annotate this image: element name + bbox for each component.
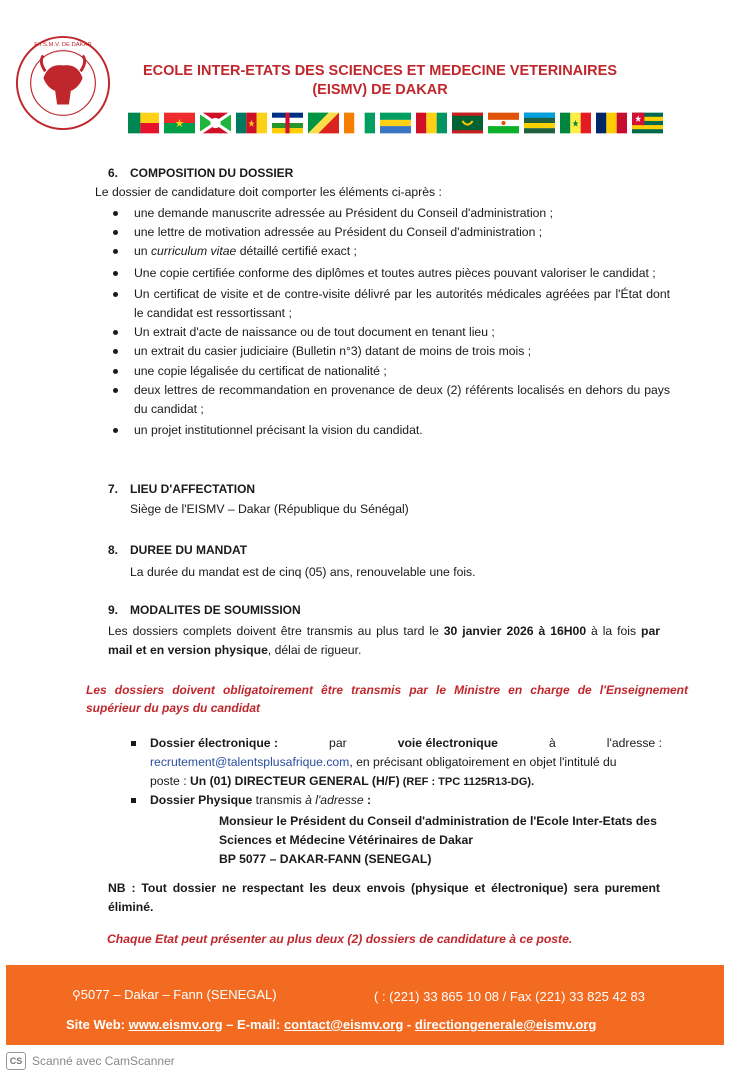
nb-note: NB : Tout dossier ne respectant les deux envois (physique et électronique) sera purement éliminé. [108, 881, 660, 914]
flag-mauritania [452, 112, 483, 134]
flag-guinea [416, 112, 447, 134]
logo-text: E.I.S.M.V. DE DAKAR [34, 41, 92, 48]
website-link[interactable]: www.eismv.org [128, 1017, 223, 1032]
list-item: Un extrait d'acte de naissance ou de tout document en tenant lieu ; [110, 323, 670, 342]
school-title-line2: (EISMV) DE DAKAR [312, 82, 448, 98]
flag-cameroon [236, 112, 267, 134]
physical-dossier: Dossier Physique transmis à l'adresse : [150, 793, 372, 807]
camscanner-icon: CS [6, 1052, 26, 1070]
section-6-intro: Le dossier de candidature doit comporter les éléments ci-après : [95, 185, 442, 199]
list-item: un projet institutionnel précisant la vision du candidat. [110, 421, 670, 440]
contact-email-link[interactable]: contact@eismv.org [283, 1017, 404, 1032]
footer-address: ⚲5077 – Dakar – Fann (SENEGAL) [72, 987, 277, 1002]
flag-central-african-republic [272, 112, 303, 134]
bullet-square [131, 798, 136, 803]
camscanner-watermark [6, 1052, 175, 1070]
school-title [120, 62, 640, 100]
list-item: Une copie certifiée conforme des diplômes et toutes autres pièces pouvant valoriser le candidat ; [110, 264, 670, 283]
section-6-heading [108, 166, 293, 180]
section-8-title: DUREE DU MANDAT [130, 543, 248, 557]
section-8-heading: 8. DUREE DU MANDAT [108, 543, 248, 557]
section-9-heading: 9. MODALITES DE SOUMISSION [108, 603, 301, 617]
flag-niger [488, 112, 519, 134]
closing-note: Chaque Etat peut présenter au plus deux (2) dossiers de candidature à ce poste. [107, 932, 573, 946]
bullet-square [131, 741, 136, 746]
footer-phone: ( : (221) 33 865 10 08 / Fax (221) 33 825 42 83 [374, 989, 646, 1004]
list-item: Un certificat de visite et de contre-visite délivré par les autorités médicales agréées par l'État dont le candidat est ressortissant ; [110, 285, 670, 323]
section-6-number: 6. [108, 166, 119, 180]
section-7-text: Siège de l'EISMV – Dakar (République du Sénégal) [130, 502, 409, 516]
list-item: deux lettres de recommandation en provenance de deux (2) référents localisés en dehors du pays du candidat ; [110, 381, 670, 419]
footer-contacts: Site Web: www.eismv.org – E-mail: contact@eismv.org - directiongenerale@eismv.org [66, 1017, 597, 1032]
list-item: un extrait du casier judiciaire (Bulletin n°3) datant de moins de trois mois ; [110, 342, 670, 361]
school-title-line1: ECOLE INTER-ETATS DES SCIENCES ET MEDECINE VETERINAIRES [143, 63, 617, 79]
flag-gabon [380, 112, 411, 134]
flag-cote-divoire [344, 112, 375, 134]
section-7-heading: 7. LIEU D'AFFECTATION [108, 482, 256, 496]
flag-burundi [200, 112, 231, 134]
section-6-title: COMPOSITION DU DOSSIER [130, 166, 294, 180]
list-item: une lettre de motivation adressée au Président du Conseil d'administration ; [110, 223, 670, 242]
section-9-text: Les dossiers complets doivent être transmis au plus tard le 30 janvier 2026 à 16H00 à la fois par mail et en version physique, délai de rigueur. [108, 624, 660, 657]
flag-congo [308, 112, 339, 134]
flag-chad [596, 112, 627, 134]
dossier-items-list [110, 204, 670, 440]
flag-burkina-faso [164, 112, 195, 134]
flag-benin [128, 112, 159, 134]
location-pin-icon: ⚲ [72, 988, 81, 1002]
eismv-logo [14, 34, 112, 132]
camscanner-text: Scanné avec CamScanner [32, 1054, 175, 1068]
recruitment-email-link[interactable]: recrutement@talentsplusafrique.com [150, 755, 350, 769]
section-9-title: MODALITES DE SOUMISSION [130, 603, 301, 617]
section-7-title: LIEU D'AFFECTATION [130, 482, 256, 496]
postal-address: Monsieur le Président du Conseil d'administration de l'Ecole Inter-Etats des Sciences et Médecine Vétérinaires de Dakar BP 5077 – DAKAR-FANN (SENEGAL) [219, 814, 657, 866]
deadline: 30 janvier 2026 à 16H00 [443, 624, 587, 638]
direction-email-link[interactable]: directiongenerale@eismv.org [414, 1017, 597, 1032]
flag-togo [632, 112, 663, 134]
flag-senegal [560, 112, 591, 134]
list-item: une copie légalisée du certificat de nationalité ; [110, 362, 670, 381]
list-item: un curriculum vitae détaillé certifié exact ; [110, 242, 670, 261]
member-states-flags [128, 112, 663, 134]
section-8-text: La durée du mandat est de cinq (05) ans, renouvelable une fois. [130, 565, 476, 579]
electronic-dossier: Dossier électronique : par voie électronique à l'adresse : recrutement@talentsplusafrique.com, en précisant obligatoirement en objet l'intitulé du poste : Un (01) DIRECTEUR GENERAL (H/F) (REF : TPC 1125R13-DG). [150, 736, 662, 788]
list-item: une demande manuscrite adressée au Président du Conseil d'administration ; [110, 204, 670, 223]
ministry-note: Les dossiers doivent obligatoirement être transmis par le Ministre en charge de l'Enseignement supérieur du pays du candidat [86, 683, 688, 715]
footer-band [6, 965, 724, 1045]
flag-rwanda [524, 112, 555, 134]
